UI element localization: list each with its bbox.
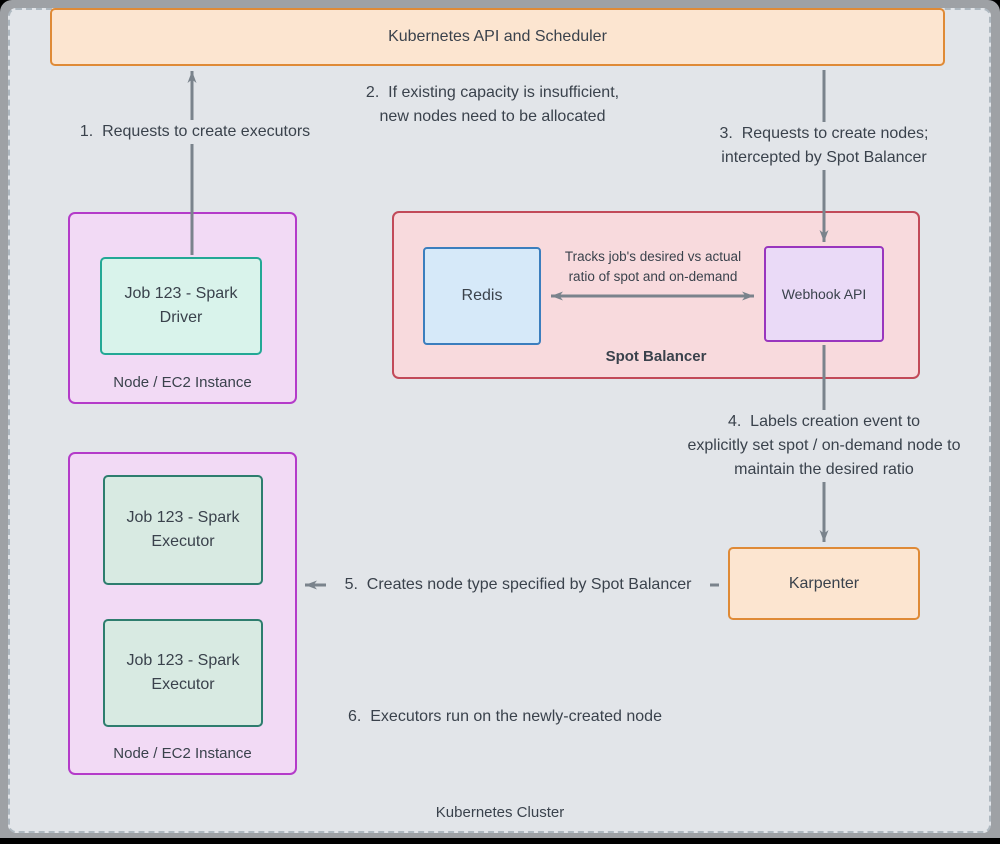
spark-executor-box-2 bbox=[103, 619, 263, 727]
spot-balancer-label: Spot Balancer bbox=[605, 348, 707, 365]
spark-driver-label: Job 123 - Spark Driver bbox=[124, 285, 238, 326]
spark-executor-label-2: Job 123 - Spark Executor bbox=[126, 652, 240, 693]
driver-node-label: Node / EC2 Instance bbox=[113, 374, 252, 391]
step-6-label: 6. Executors run on the newly-created node bbox=[348, 708, 662, 725]
step-2-label: 2. If existing capacity is insufficient, new nodes need to be allocated bbox=[365, 84, 620, 125]
webhook-api-box bbox=[764, 246, 884, 342]
step-1-label: 1. Requests to create executors bbox=[70, 120, 320, 144]
spark-executor-box-1 bbox=[103, 475, 263, 585]
redis-label: Redis bbox=[461, 287, 503, 304]
spark-executor-label-1: Job 123 - Spark Executor bbox=[126, 509, 240, 550]
kubernetes-cluster-label: Kubernetes Cluster bbox=[435, 804, 565, 821]
step-5-label: 5. Creates node type specified by Spot Balancer bbox=[326, 573, 710, 597]
karpenter-box bbox=[728, 547, 920, 620]
step-4-label: 4. Labels creation event to explicitly set spot / on-demand node to maintain the desired ratio bbox=[659, 410, 989, 482]
redis-box bbox=[423, 247, 541, 345]
tracks-ratio-label: Tracks job's desired vs actual ratio of spot and on-demand bbox=[564, 249, 742, 284]
karpenter-label: Karpenter bbox=[788, 574, 860, 592]
spark-driver-box bbox=[100, 257, 262, 355]
kubernetes-api-box bbox=[50, 8, 945, 66]
webhook-api-label: Webhook API bbox=[781, 286, 867, 302]
step-3-label: 3. Requests to create nodes; intercepted by Spot Balancer bbox=[700, 122, 948, 170]
kubernetes-api-label: Kubernetes API and Scheduler bbox=[388, 28, 607, 45]
executor-node-label: Node / EC2 Instance bbox=[113, 745, 252, 762]
